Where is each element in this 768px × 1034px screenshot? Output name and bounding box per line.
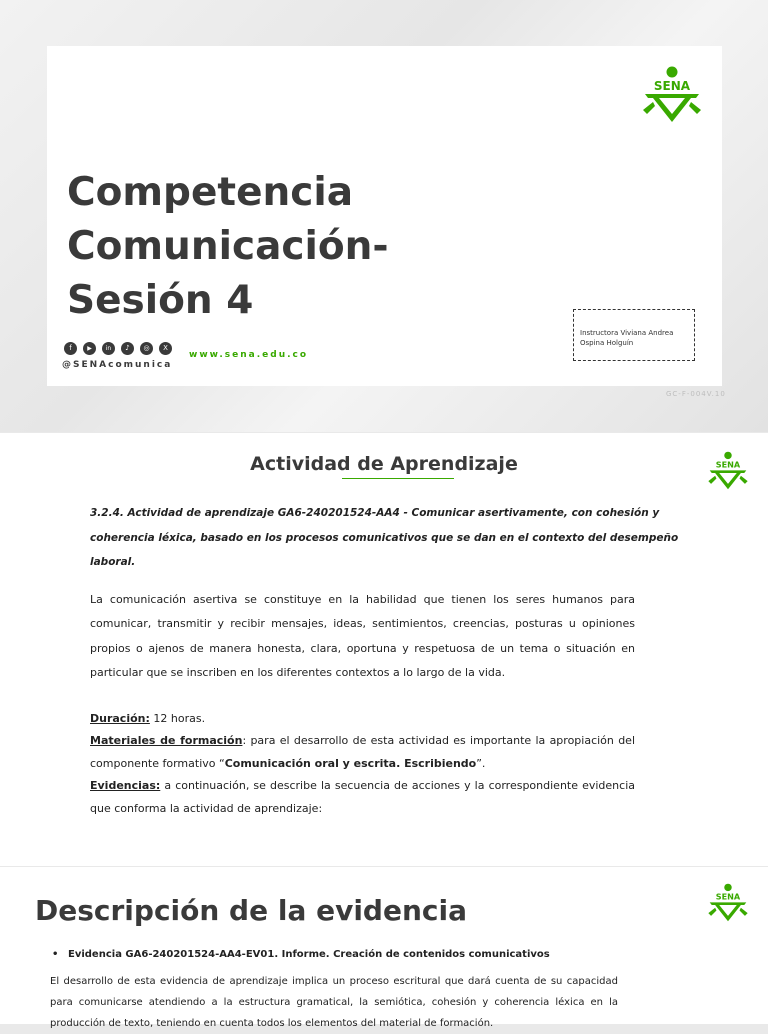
evidence-paragraph bbox=[90, 775, 635, 820]
title-card bbox=[47, 46, 722, 386]
title-slide bbox=[0, 0, 768, 432]
materials-paragraph bbox=[90, 730, 635, 775]
sena-logo-small bbox=[707, 883, 749, 923]
evidence-text: a continuación, se describe la secuencia de acciones y la correspondiente evidencia que conforma la actividad de aprendizaje: bbox=[90, 779, 635, 815]
sena-logo-text: SENA bbox=[715, 459, 741, 470]
website-link[interactable]: www.sena.edu.co bbox=[189, 350, 309, 360]
sena-logo-figure-icon bbox=[641, 66, 703, 124]
evidence-title: Descripción de la evidencia bbox=[35, 894, 467, 927]
evidence-description-paragraph: El desarrollo de esta evidencia de aprendizaje implica un proceso escritural que dará cuenta de su capacidad para comunicarse atendiendo a la estructura gramatical, la semiótica, cohesión y coherencia léxica en la producción de texto, teniendo en cuenta todos los elementos del material de formación. bbox=[50, 976, 618, 1029]
title-underline bbox=[342, 478, 454, 479]
instructor-name-line-2: Ospina Holguín bbox=[580, 339, 634, 347]
sena-logo-text: SENA bbox=[715, 891, 741, 902]
activity-document bbox=[90, 501, 679, 820]
tiktok-icon[interactable]: ♪ bbox=[121, 342, 134, 355]
x-icon[interactable]: X bbox=[159, 342, 172, 355]
sena-logo bbox=[641, 66, 703, 124]
title-line-1: Competencia bbox=[67, 170, 354, 215]
sena-logo-figure-icon bbox=[707, 883, 749, 923]
sena-logo-small bbox=[707, 451, 749, 491]
evidence-slide bbox=[0, 867, 768, 1029]
instagram-icon[interactable]: ◎ bbox=[140, 342, 153, 355]
sena-logo-figure-icon bbox=[707, 451, 749, 491]
evidence-label: Evidencias: bbox=[90, 779, 161, 792]
document-code: GC-F-004V.10 bbox=[666, 390, 726, 398]
materials-component: Comunicación oral y escrita. Escribiendo bbox=[224, 756, 477, 770]
duration-value: 12 horas. bbox=[149, 711, 206, 725]
presentation-title bbox=[67, 166, 389, 328]
activity-title: Actividad de Aprendizaje bbox=[250, 453, 518, 475]
materials-label: Materiales de formación bbox=[90, 734, 243, 747]
instructor-box bbox=[573, 309, 695, 361]
activity-slide bbox=[0, 433, 768, 866]
linkedin-icon[interactable]: in bbox=[102, 342, 115, 355]
youtube-icon[interactable]: ▶ bbox=[83, 342, 96, 355]
materials-text: : para el desarrollo de esta actividad es importante la apropiación del componente formativo “ bbox=[90, 734, 635, 770]
assertive-communication-paragraph: La comunicación asertiva se constituye en la habilidad que tienen los seres humanos para comunicar, transmitir y recibir mensajes, ideas, sentimientos, creencias, posturas u opiniones propios o ajenos de manera honesta, clara, oportuna y respetuosa de un tema o situación en particular que se inscriben en los diferentes contextos a lo largo de la vida. bbox=[90, 592, 635, 679]
social-icons bbox=[64, 342, 172, 355]
duration-label: Duración: bbox=[90, 711, 150, 725]
activity-heading-line-2: coherencia léxica, basado en los procesos comunicativos que se dan en el contexto del desempeño bbox=[90, 531, 679, 544]
duration-line bbox=[90, 708, 635, 731]
social-handle: @SENAcomunica bbox=[62, 360, 173, 370]
evidence-document bbox=[50, 947, 618, 1034]
activity-heading-line-3: laboral. bbox=[90, 556, 136, 568]
sena-logo-text: SENA bbox=[653, 79, 691, 93]
activity-heading-line-1: 3.2.4. Actividad de aprendizaje GA6-240201524-AA4 - Comunicar asertivamente, con cohesión y bbox=[90, 507, 660, 519]
title-line-2: Comunicación- bbox=[67, 224, 389, 269]
title-line-3: Sesión 4 bbox=[67, 278, 254, 323]
evidence-bullet: • Evidencia GA6-240201524-AA4-EV01. Informe. Creación de contenidos comunicativos bbox=[50, 947, 618, 963]
facebook-icon[interactable]: f bbox=[64, 342, 77, 355]
materials-end: ”. bbox=[476, 756, 486, 770]
instructor-name-line-1: Instructora Viviana Andrea bbox=[580, 329, 674, 337]
